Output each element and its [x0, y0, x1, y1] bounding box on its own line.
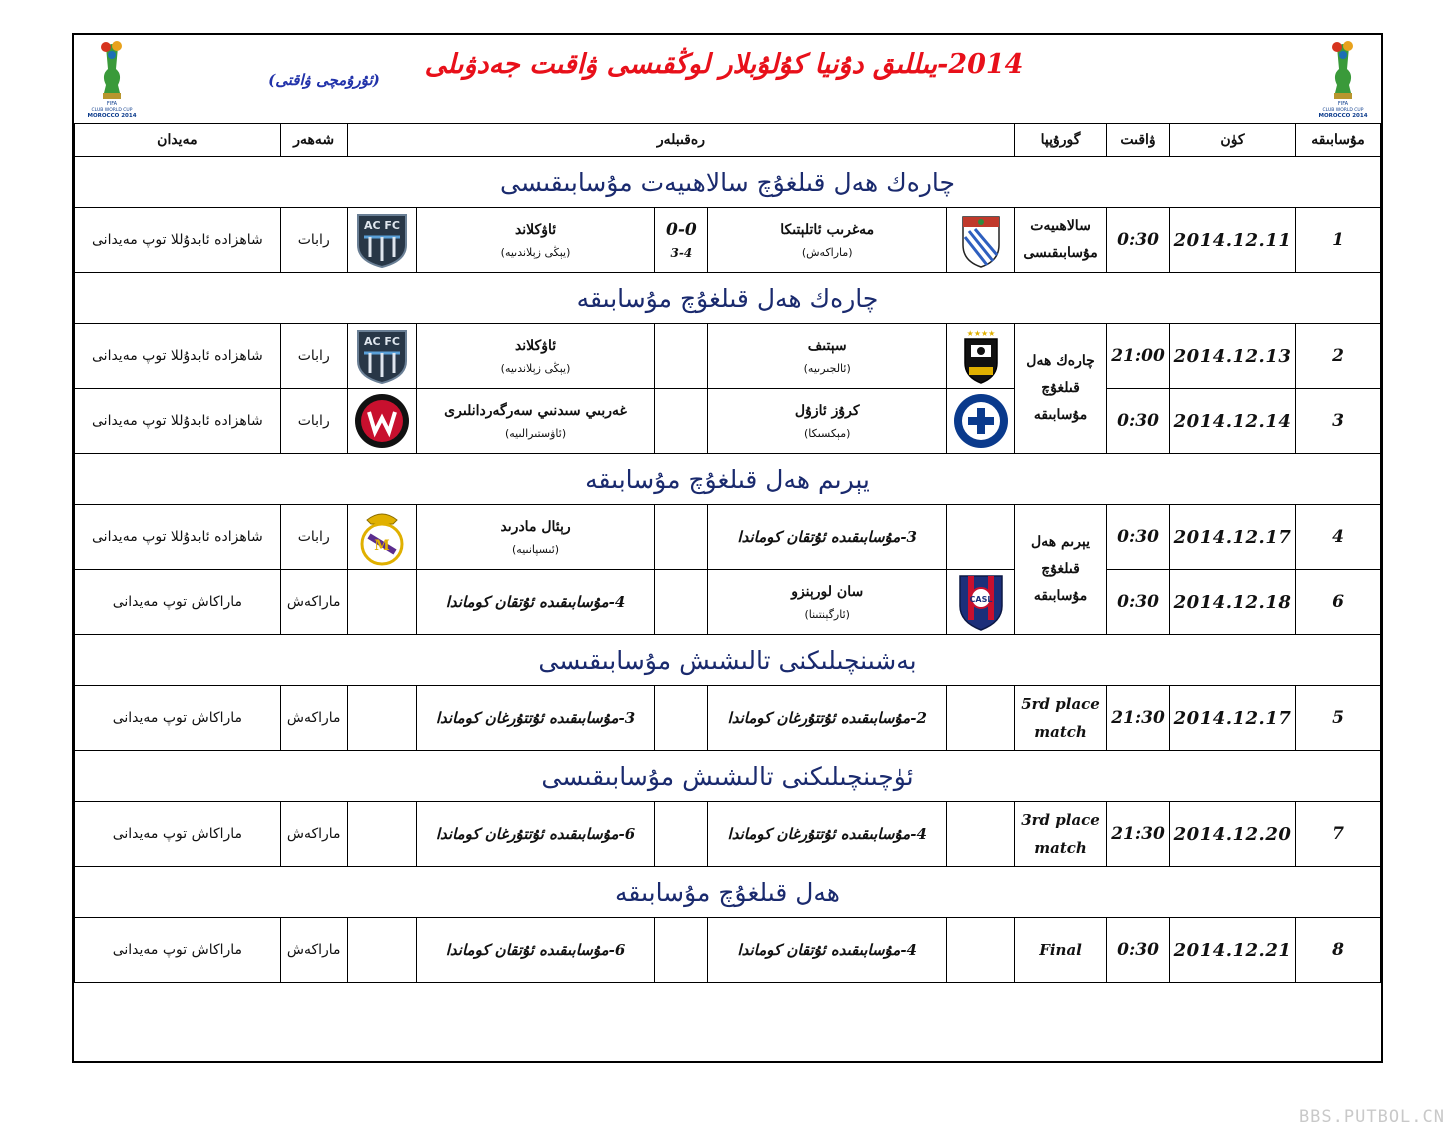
match-number: 7: [1296, 802, 1381, 867]
main-title: 2014-يىللىق دۇنيا كۇلۇبلار لوڭقىسى ۋاقىت جەدۋىلى: [424, 49, 1024, 80]
header-day: كۈن: [1170, 124, 1296, 157]
stage-fifth: بەشىنچىلىكنى تالىشىش مۇسابىقىسى: [75, 635, 1381, 686]
home-crest-cell: [947, 918, 1015, 983]
home-team-name: سېتىف: [807, 337, 847, 354]
match-row-4: [75, 505, 1381, 570]
header-city: شەھەر: [280, 124, 347, 157]
home-team-cell: [708, 208, 947, 273]
home-team-country: (ئالجىرىيە): [803, 361, 851, 375]
score-cell: [655, 505, 708, 570]
san-lorenzo-crest-icon: [956, 572, 1006, 632]
home-team-cell: [708, 570, 947, 635]
city: رابات: [280, 505, 347, 570]
away-team-cell: [416, 389, 655, 454]
away-crest-cell: [347, 570, 416, 635]
group-line: يېرىم ھەل: [1031, 534, 1091, 550]
away-crest-cell: [347, 389, 416, 454]
group-line: Final: [1039, 941, 1082, 959]
home-crest-cell: [947, 389, 1015, 454]
match-date: 2014.12.14: [1170, 389, 1296, 454]
header-row: [75, 124, 1381, 157]
match-row-7: [75, 802, 1381, 867]
match-number: 3: [1296, 389, 1381, 454]
logo-morocco-text-left: MOROCCO 2014: [87, 113, 137, 119]
away-crest-cell: [347, 505, 416, 570]
group-cell: [1015, 208, 1107, 273]
home-team-cell: [708, 389, 947, 454]
score-regular: 0-0: [666, 220, 697, 240]
home-team-country: (ئارگېنتىنا): [804, 607, 850, 621]
sub-title: (ئۇرۇمچى ۋاقتى): [268, 71, 380, 89]
logo-fifa-text-right: FIFA: [1337, 101, 1349, 107]
match-row-3: [75, 389, 1381, 454]
away-team-cell: [416, 324, 655, 389]
group-line: سالاھىيەت: [1030, 218, 1091, 234]
svg-text:CASL: CASL: [969, 595, 993, 604]
group-line: match: [1034, 723, 1087, 741]
match-time: 0:30: [1107, 505, 1170, 570]
svg-text:AC FC: AC FC: [363, 219, 400, 232]
group-line: مۇسابىقىسى: [1023, 245, 1098, 261]
city: رابات: [280, 208, 347, 273]
svg-text:★★★★: ★★★★: [966, 329, 995, 338]
header-teams: رەقىبلەر: [347, 124, 1014, 157]
score-cell: [655, 389, 708, 454]
auckland-crest-icon: [354, 211, 410, 269]
away-team-country: (يېڭى زېلاندىيە): [500, 361, 571, 375]
group-cell: [1015, 802, 1107, 867]
score-cell: [655, 208, 708, 273]
logo-cup-text-right: CLUB WORLD CUP: [1322, 108, 1364, 113]
score-cell: [655, 918, 708, 983]
venue: شاھزادە ئابدۇللا توپ مەيدانى: [75, 208, 281, 273]
stage-quarter: چارەك ھەل قىلغۇچ مۇسابىقە: [75, 273, 1381, 324]
city: رابات: [280, 389, 347, 454]
group-cell: [1015, 686, 1107, 751]
venue: ماراكاش توپ مەيدانى: [75, 686, 281, 751]
header-match: مۇسابىقە: [1296, 124, 1381, 157]
away-team-name: ئاۋكلاند: [514, 337, 557, 354]
svg-text:AC FC: AC FC: [363, 335, 400, 348]
setif-crest-icon: [959, 327, 1003, 385]
stage-playoff: چارەك ھەل قىلغۇچ سالاھىيەت مۇسابىقىسى: [75, 157, 1381, 208]
svg-text:M: M: [373, 538, 390, 554]
fifa-club-world-cup-logo-right: [1307, 39, 1379, 119]
home-crest-cell: [947, 570, 1015, 635]
match-date: 2014.12.13: [1170, 324, 1296, 389]
logo-cup-text-left: CLUB WORLD CUP: [91, 108, 133, 113]
away-crest-cell: [347, 324, 416, 389]
match-date: 2014.12.18: [1170, 570, 1296, 635]
match-row-1: [75, 208, 1381, 273]
score-cell: [655, 570, 708, 635]
home-slot: 4-مۇسابىقىدە ئۇتتۇرغان كوماندا: [708, 802, 947, 867]
away-slot: 6-مۇسابىقىدە ئۇتقان كوماندا: [416, 918, 655, 983]
group-line: قىلغۇچ: [1041, 380, 1080, 396]
away-team-cell: [416, 505, 655, 570]
group-cell: [1015, 918, 1107, 983]
stage-final: ھەل قىلغۇچ مۇسابىقە: [75, 867, 1381, 918]
watermark: BBS.PUTBOL.CN: [1298, 1107, 1445, 1127]
logo-morocco-text-right: MOROCCO 2014: [1318, 113, 1368, 119]
group-cell: [1015, 324, 1107, 454]
match-number: 1: [1296, 208, 1381, 273]
group-line: 3rd place: [1021, 811, 1100, 829]
home-crest-cell: [947, 324, 1015, 389]
match-number: 6: [1296, 570, 1381, 635]
real-madrid-crest-icon: [353, 506, 411, 568]
match-number: 2: [1296, 324, 1381, 389]
match-row-6: [75, 570, 1381, 635]
venue: شاھزادە ئابدۇللا توپ مەيدانى: [75, 389, 281, 454]
home-crest-cell: [947, 686, 1015, 751]
match-time: 21:00: [1107, 324, 1170, 389]
match-time: 0:30: [1107, 389, 1170, 454]
score-cell: [655, 802, 708, 867]
score-penalties: 3-4: [670, 246, 693, 260]
city: ماراكەش: [280, 570, 347, 635]
venue: ماراكاش توپ مەيدانى: [75, 918, 281, 983]
schedule-table: [74, 123, 1381, 983]
match-row-8: [75, 918, 1381, 983]
group-line: قىلغۇچ: [1041, 561, 1080, 577]
group-line: مۇسابىقە: [1033, 407, 1088, 423]
group-line: match: [1034, 839, 1087, 857]
home-crest-cell: [947, 505, 1015, 570]
match-row-5: [75, 686, 1381, 751]
fifa-club-world-cup-logo-left: [76, 39, 148, 119]
title-bar: [74, 35, 1381, 123]
score-cell: [655, 686, 708, 751]
venue: شاھزادە ئابدۇللا توپ مەيدانى: [75, 324, 281, 389]
home-team-country: (مېكسىكا): [803, 426, 851, 440]
cruz-azul-crest-icon: [952, 392, 1010, 450]
away-crest-cell: [347, 802, 416, 867]
away-team-name: غەربىي سىدنىي سەرگەردانلىرى: [444, 402, 627, 419]
stage-semi: يېرىم ھەل قىلغۇچ مۇسابىقە: [75, 454, 1381, 505]
city: ماراكەش: [280, 686, 347, 751]
city: ماراكەش: [280, 802, 347, 867]
away-slot: 4-مۇسابىقىدە ئۇتقان كوماندا: [416, 570, 655, 635]
schedule-sheet: [72, 33, 1383, 1063]
match-date: 2014.12.20: [1170, 802, 1296, 867]
header-time: ۋاقىت: [1107, 124, 1170, 157]
match-time: 21:30: [1107, 802, 1170, 867]
away-team-country: (يېڭى زېلاندىيە): [500, 245, 571, 259]
match-time: 0:30: [1107, 918, 1170, 983]
match-date: 2014.12.11: [1170, 208, 1296, 273]
group-line: 5rd place: [1021, 695, 1100, 713]
away-slot: 6-مۇسابىقىدە ئۇتتۇرغان كوماندا: [416, 802, 655, 867]
group-cell: [1015, 505, 1107, 635]
match-number: 4: [1296, 505, 1381, 570]
away-team-name: رېئال مادرىد: [500, 518, 571, 535]
stage-third: ئۈچىنچىلىكنى تالىشىش مۇسابىقىسى: [75, 751, 1381, 802]
city: ماراكەش: [280, 918, 347, 983]
match-time: 0:30: [1107, 208, 1170, 273]
match-date: 2014.12.17: [1170, 686, 1296, 751]
auckland-crest-icon: [354, 327, 410, 385]
header-group: گورۇپپا: [1015, 124, 1107, 157]
home-slot: 4-مۇسابىقىدە ئۇتقان كوماندا: [708, 918, 947, 983]
score-cell: [655, 324, 708, 389]
away-slot: 3-مۇسابىقىدە ئۇتتۇرغان كوماندا: [416, 686, 655, 751]
home-team-name: سان لورېنزو: [791, 583, 864, 600]
home-crest-cell: [947, 208, 1015, 273]
home-team-name: مەغرىب ئاتلېتىكا: [780, 221, 875, 238]
group-line: چارەك ھەل: [1026, 353, 1095, 369]
western-sydney-crest-icon: [353, 392, 411, 450]
match-time: 21:30: [1107, 686, 1170, 751]
match-date: 2014.12.21: [1170, 918, 1296, 983]
logo-fifa-text-left: FIFA: [106, 101, 118, 107]
away-team-cell: [416, 208, 655, 273]
venue: ماراكاش توپ مەيدانى: [75, 570, 281, 635]
home-team-name: كرۇز ئازۇل: [794, 402, 860, 419]
away-team-country: (ئاۋستىرالىيە): [504, 426, 567, 440]
moghreb-crest-icon: [959, 211, 1003, 269]
match-number: 8: [1296, 918, 1381, 983]
home-team-cell: [708, 324, 947, 389]
header-venue: مەيدان: [75, 124, 281, 157]
away-team-name: ئاۋكلاند: [514, 221, 557, 238]
away-team-country: (ئىسپانىيە): [512, 542, 560, 556]
city: رابات: [280, 324, 347, 389]
venue: شاھزادە ئابدۇللا توپ مەيدانى: [75, 505, 281, 570]
match-date: 2014.12.17: [1170, 505, 1296, 570]
match-time: 0:30: [1107, 570, 1170, 635]
group-line: مۇسابىقە: [1033, 588, 1088, 604]
away-crest-cell: [347, 918, 416, 983]
venue: ماراكاش توپ مەيدانى: [75, 802, 281, 867]
home-team-country: (ماراكەش): [801, 245, 853, 259]
away-crest-cell: [347, 208, 416, 273]
home-crest-cell: [947, 802, 1015, 867]
match-number: 5: [1296, 686, 1381, 751]
match-row-2: [75, 324, 1381, 389]
home-slot: 2-مۇسابىقىدە ئۇتتۇرغان كوماندا: [708, 686, 947, 751]
home-slot: 3-مۇسابىقىدە ئۇتقان كوماندا: [708, 505, 947, 570]
away-crest-cell: [347, 686, 416, 751]
